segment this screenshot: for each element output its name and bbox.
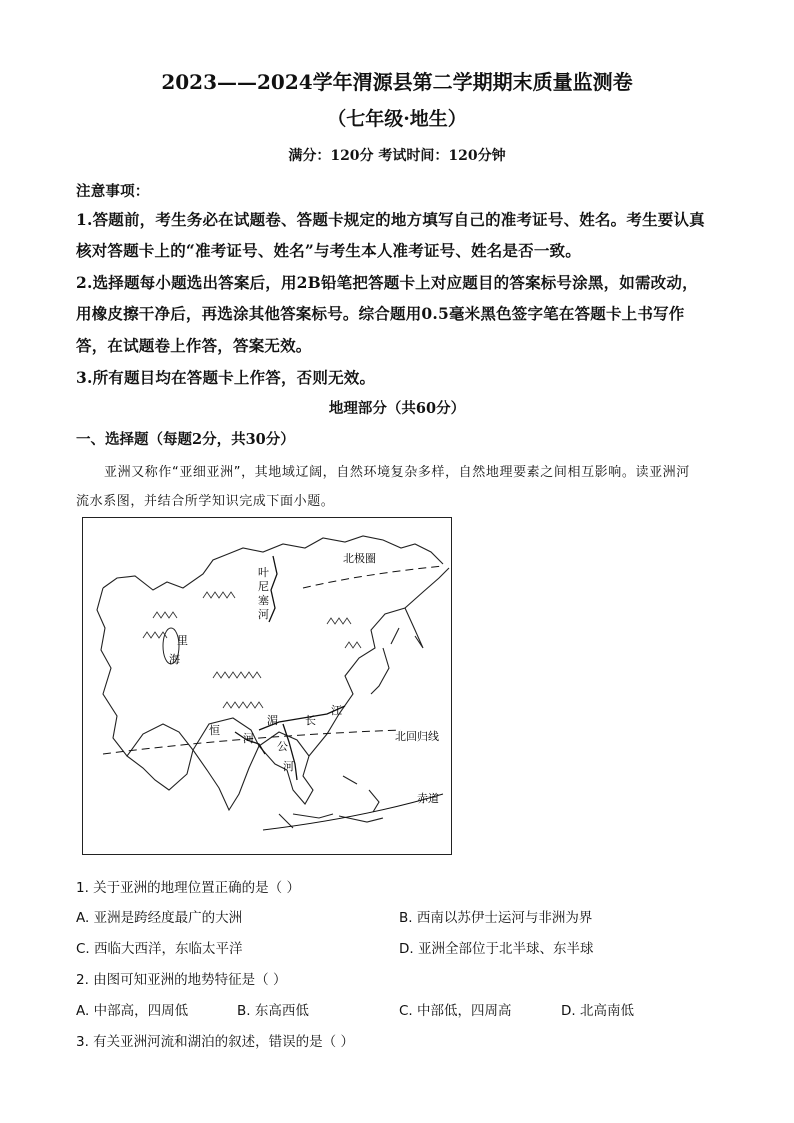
label-mekong-3: 河 [283,760,294,773]
q1-option-a[interactable]: A. 亚洲是跨经度最广的大洲 [76,910,243,926]
exam-subtitle: （七年级·地生） [327,108,467,130]
notes-heading: 注意事项： [76,183,150,200]
question-1-stem: 1. 关于亚洲的地理位置正确的是（ ） [76,880,300,896]
exam-title: 2023——2024学年渭源县第二学期期末质量监测卷 [161,70,633,94]
q2-option-a[interactable]: A. 中部高，四周低 [76,1003,189,1019]
intro-line-1: 亚洲又称作“亚细亚洲”，其地域辽阔，自然环境复杂多样，自然地理要素之间相互影响。读亚洲河 [104,465,690,480]
label-yenisei-2: 尼 [258,580,269,593]
label-yenisei-1: 叶 [258,566,269,579]
section-title: 地理部分（共60分） [328,400,466,417]
label-mekong-1: 湄 [267,714,278,727]
label-yenisei-4: 河 [258,608,269,621]
label-equator: 赤道 [417,792,439,805]
q1-option-d[interactable]: D. 亚洲全部位于北半球、东半球 [399,941,594,957]
note-line-6: 3.所有题目均在答题卡上作答，否则无效。 [76,368,376,387]
note-line-1: 1.答题前，考生务必在试题卷、答题卡规定的地方填写自己的准考证号、姓名。考生要认真 [76,210,705,229]
asia-river-map [82,517,452,855]
label-yenisei-3: 塞 [258,594,269,607]
note-line-2: 核对答题卡上的“准考证号、姓名”与考生本人准考证号、姓名是否一致。 [76,241,581,260]
question-2-stem: 2. 由图可知亚洲的地势特征是（ ） [76,972,287,988]
label-arctic-circle: 北极圈 [343,552,376,565]
label-ganges-1: 恒 [209,724,220,737]
label-caspian-2: 海 [169,653,180,666]
label-tropic: 北回归线 [395,730,439,743]
label-ganges-2: 河 [243,732,254,745]
q2-option-b[interactable]: B. 东高西低 [237,1003,309,1019]
label-caspian-1: 里 [177,634,188,647]
exam-info: 满分：120分 考试时间：120分钟 [288,148,506,164]
note-line-4: 用橡皮擦干净后，再选涂其他答案标号。综合题用0.5毫米黑色签字笔在答题卡上书写作 [76,304,685,323]
q2-option-d[interactable]: D. 北高南低 [561,1003,634,1019]
q2-option-c[interactable]: C. 中部低，四周高 [399,1003,512,1019]
note-line-3: 2.选择题每小题选出答案后，用2B铅笔把答题卡上对应题目的答案标号涂黑，如需改动， [76,273,698,292]
note-line-5: 答，在试题卷上作答，答案无效。 [76,336,312,355]
question-3-stem: 3. 有关亚洲河流和湖泊的叙述，错误的是（ ） [76,1034,354,1050]
intro-line-2: 流水系图，并结合所学知识完成下面小题。 [76,494,335,509]
q1-option-c[interactable]: C. 西临大西洋，东临太平洋 [76,941,243,957]
q1-option-b[interactable]: B. 西南以苏伊士运河与非洲为界 [399,910,593,926]
label-yangtze-2: 江 [331,704,342,717]
part-title: 一、选择题（每题2分，共30分） [76,431,295,448]
label-yangtze-1: 长 [305,714,316,727]
label-mekong-2: 公 [277,740,288,753]
